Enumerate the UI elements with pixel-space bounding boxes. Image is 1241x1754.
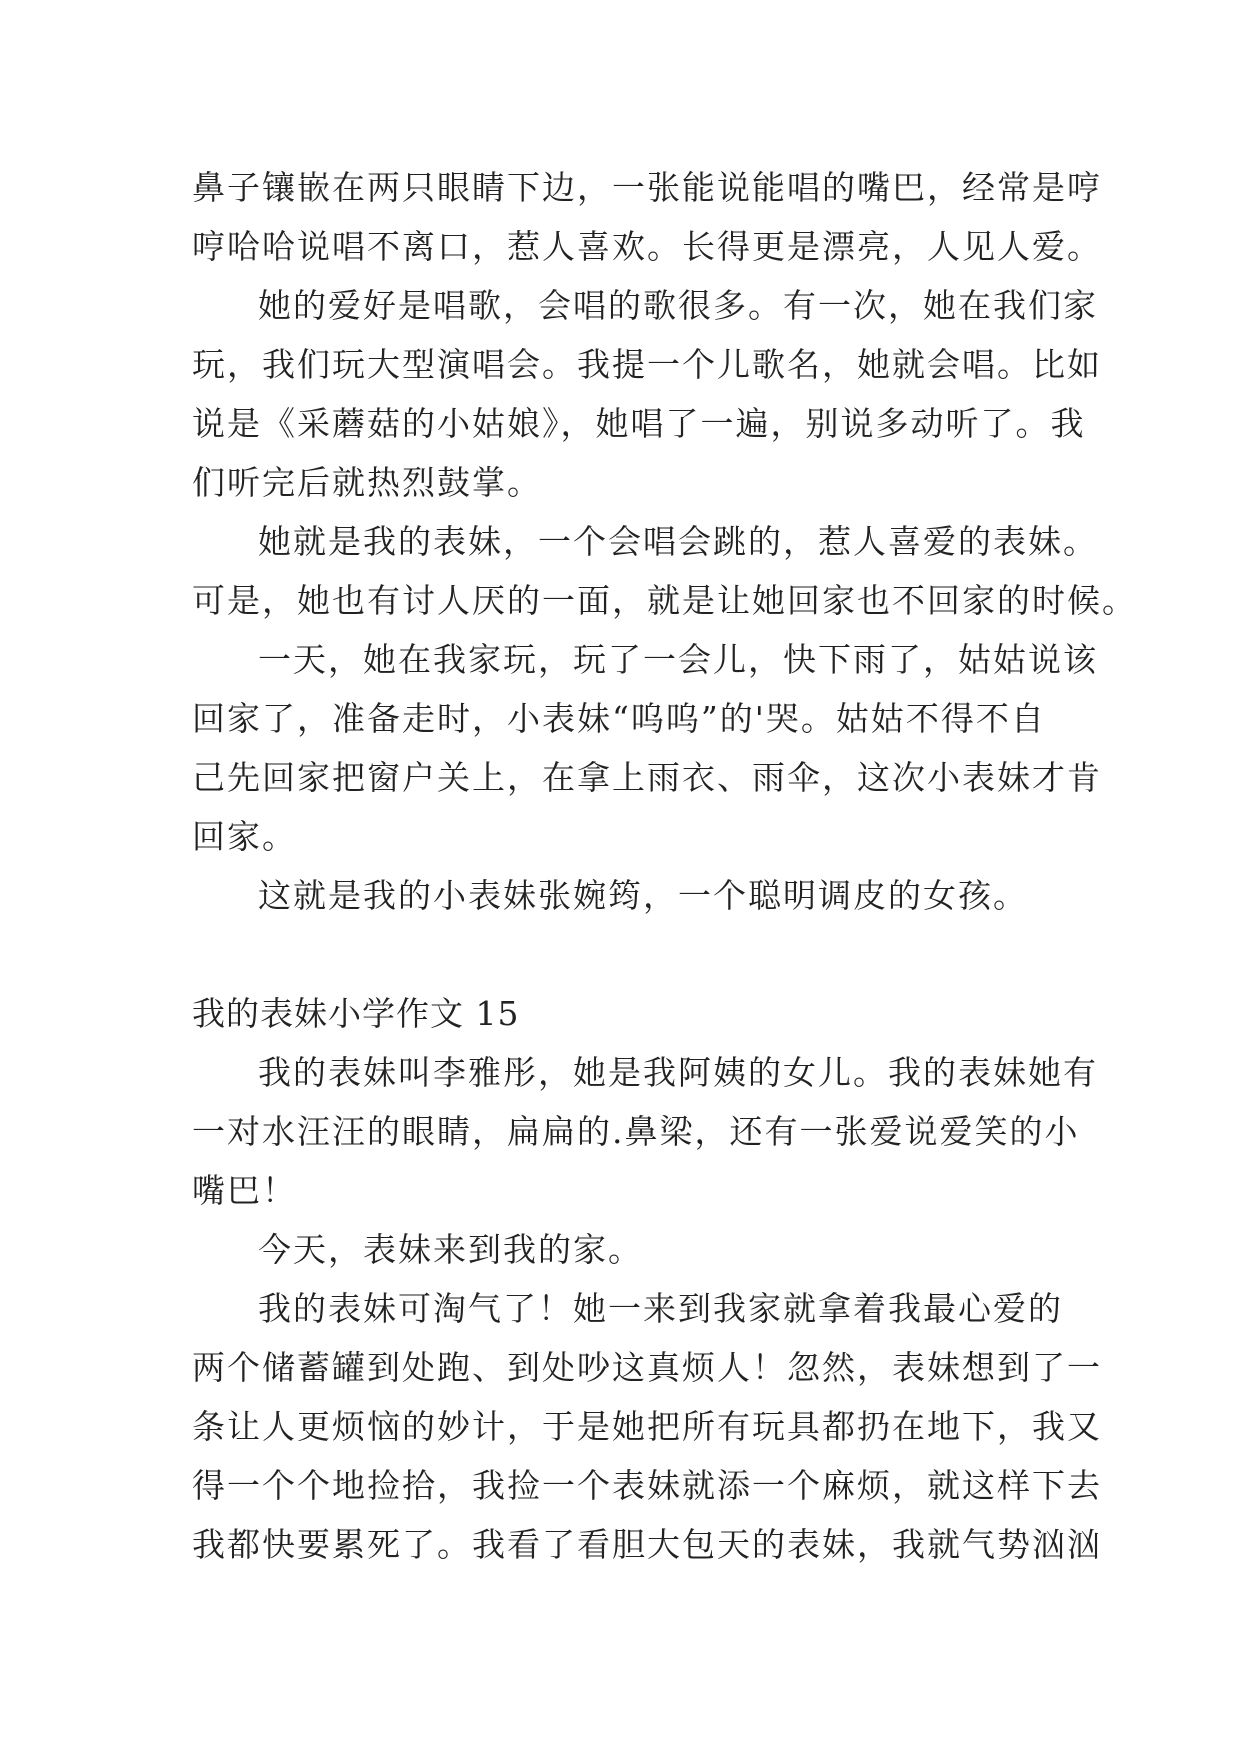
paragraph <box>192 512 1137 630</box>
text-line: 回家了，准备走时，小表妹“呜呜”的'哭。姑姑不得不自 <box>192 699 1046 738</box>
text-line: 说是《采蘑菇的小姑娘》，她唱了一遍，别说多动听了。我 <box>192 404 1086 443</box>
paragraph <box>192 1220 1062 1279</box>
text-line: 一对水汪汪的眼睛，扁扁的.鼻梁，还有一张爱说爱笑的小 <box>192 1112 1080 1151</box>
paragraph <box>192 158 1102 276</box>
text-line: 我的表妹可淘气了！她一来到我家就拿着我最心爱的 <box>258 1289 1063 1328</box>
section-title: 我的表妹小学作文 15 <box>192 994 520 1033</box>
paragraph <box>192 1043 1098 1220</box>
paragraph <box>192 866 1062 925</box>
section-gap <box>192 925 1062 984</box>
text-line: 己先回家把窗户关上，在拿上雨衣、雨伞，这次小表妹才肯 <box>192 758 1102 797</box>
text-line: 我的表妹叫李雅彤，她是我阿姨的女儿。我的表妹她有 <box>258 1053 1098 1092</box>
text-line: 两个储蓄罐到处跑、到处吵这真烦人！忽然，表妹想到了一 <box>192 1348 1102 1387</box>
paragraph <box>192 630 1102 866</box>
paragraph <box>192 1279 1102 1574</box>
text-line: 得一个个地捡拾，我捡一个表妹就添一个麻烦，就这样下去 <box>192 1466 1102 1505</box>
text-line: 今天，表妹来到我的家。 <box>258 1230 643 1269</box>
text-line: 她就是我的表妹，一个会唱会跳的，惹人喜爱的表妹。 <box>258 522 1098 561</box>
text-line: 玩，我们玩大型演唱会。我提一个儿歌名，她就会唱。比如 <box>192 345 1102 384</box>
text-line: 回家。 <box>192 817 297 856</box>
text-line: 一天，她在我家玩，玩了一会儿，快下雨了，姑姑说该 <box>258 640 1098 679</box>
document-body <box>192 158 1137 1574</box>
text-line: 这就是我的小表妹张婉筠，一个聪明调皮的女孩。 <box>258 876 1028 915</box>
text-line: 们听完后就热烈鼓掌。 <box>192 463 542 502</box>
text-line: 可是，她也有讨人厌的一面，就是让她回家也不回家的时候。 <box>192 581 1137 620</box>
paragraph <box>192 276 1102 512</box>
text-line: 我都快要累死了。我看了看胆大包天的表妹，我就气势汹汹 <box>192 1525 1102 1564</box>
text-line: 她的爱好是唱歌，会唱的歌很多。有一次，她在我们家 <box>258 286 1098 325</box>
text-line: 哼哈哈说唱不离口，惹人喜欢。长得更是漂亮，人见人爱。 <box>192 227 1102 266</box>
text-line: 鼻子镶嵌在两只眼睛下边，一张能说能唱的嘴巴，经常是哼 <box>192 168 1102 207</box>
text-line: 嘴巴！ <box>192 1171 297 1210</box>
text-line: 条让人更烦恼的妙计，于是她把所有玩具都扔在地下，我又 <box>192 1407 1102 1446</box>
